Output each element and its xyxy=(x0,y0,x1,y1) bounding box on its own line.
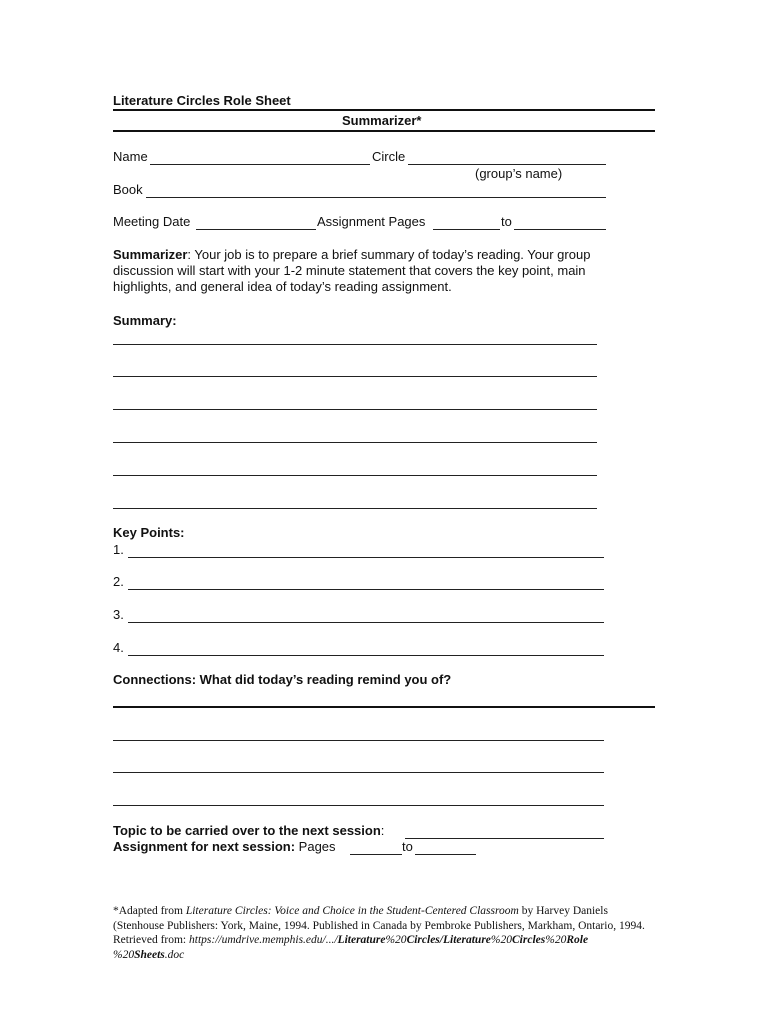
key-point-number: 3. xyxy=(113,607,124,622)
role-title: Summarizer* xyxy=(342,113,422,128)
key-point-number: 4. xyxy=(113,640,124,655)
key-point-line[interactable] xyxy=(128,557,604,558)
role-description xyxy=(113,247,623,295)
name-label: Name xyxy=(113,149,148,164)
footnote-prefix: *Adapted from xyxy=(113,905,186,917)
role-divider xyxy=(113,130,655,132)
assignment-pages-label: Assignment Pages xyxy=(317,214,426,229)
source-url[interactable]: https://umdrive.memphis.edu/.../Literature%20Circles/Literature%20Circles%20Role %20Sheets.doc xyxy=(113,934,589,961)
key-point-number: 1. xyxy=(113,542,124,557)
page-title: Literature Circles Role Sheet xyxy=(113,93,291,108)
topic-label: Topic to be carried over to the next session xyxy=(113,823,381,838)
next-assignment xyxy=(113,839,336,855)
connections-line[interactable] xyxy=(113,772,604,773)
summary-line[interactable] xyxy=(113,376,597,377)
summary-line[interactable] xyxy=(113,344,597,345)
next-pages-from-field[interactable] xyxy=(350,854,402,855)
circle-label: Circle xyxy=(372,149,406,164)
book-field[interactable] xyxy=(146,197,606,198)
connections-heading: Connections: What did today’s reading remind you of? xyxy=(113,672,452,687)
summary-line[interactable] xyxy=(113,475,597,476)
retrieved-label: Retrieved from: xyxy=(113,934,190,946)
assignment-to-label: to xyxy=(501,214,512,229)
topic-carry-over xyxy=(113,823,384,839)
key-point-line[interactable] xyxy=(128,589,604,590)
footnote-citation: by Harvey Daniels (Stenhouse Publishers: York, Maine, 1994. Published in Canada by Pembroke Publishers, Markham, Ontario, 1994. xyxy=(113,905,645,932)
connections-line[interactable] xyxy=(113,740,604,741)
next-assignment-label: Assignment for next session: xyxy=(113,839,296,854)
topic-field[interactable] xyxy=(405,838,604,839)
summary-heading: Summary: xyxy=(113,313,177,328)
key-point-number: 2. xyxy=(113,574,124,589)
book-label: Book xyxy=(113,182,143,197)
summary-line[interactable] xyxy=(113,442,597,443)
role-description-text: : Your job is to prepare a brief summary of today’s reading. Your group discussion will start with your 1-2 minute statement that covers the key point, main highlights, and general idea of today’s reading assignment. xyxy=(113,247,591,294)
topic-colon: : xyxy=(380,823,385,838)
next-pages-to-field[interactable] xyxy=(415,854,476,855)
assignment-pages-to-field[interactable] xyxy=(514,229,606,230)
title-divider xyxy=(113,109,655,111)
circle-field[interactable] xyxy=(408,164,606,165)
meeting-date-field[interactable] xyxy=(196,229,316,230)
key-point-line[interactable] xyxy=(128,655,604,656)
key-point-line[interactable] xyxy=(128,622,604,623)
circle-note: (group’s name) xyxy=(475,166,563,181)
meeting-date-label: Meeting Date xyxy=(113,214,191,229)
next-pages-label: Pages xyxy=(298,839,336,854)
summary-line[interactable] xyxy=(113,409,597,410)
next-to-label: to xyxy=(402,839,413,854)
summary-line[interactable] xyxy=(113,508,597,509)
connections-line[interactable] xyxy=(113,805,604,806)
assignment-pages-from-field[interactable] xyxy=(433,229,500,230)
key-points-heading: Key Points: xyxy=(113,525,185,540)
footnote xyxy=(113,904,658,962)
name-field[interactable] xyxy=(150,164,370,165)
role-term: Summarizer xyxy=(113,247,188,262)
connections-line[interactable] xyxy=(113,706,655,708)
footnote-book-title: Literature Circles: Voice and Choice in the Student-Centered Classroom xyxy=(185,905,519,917)
